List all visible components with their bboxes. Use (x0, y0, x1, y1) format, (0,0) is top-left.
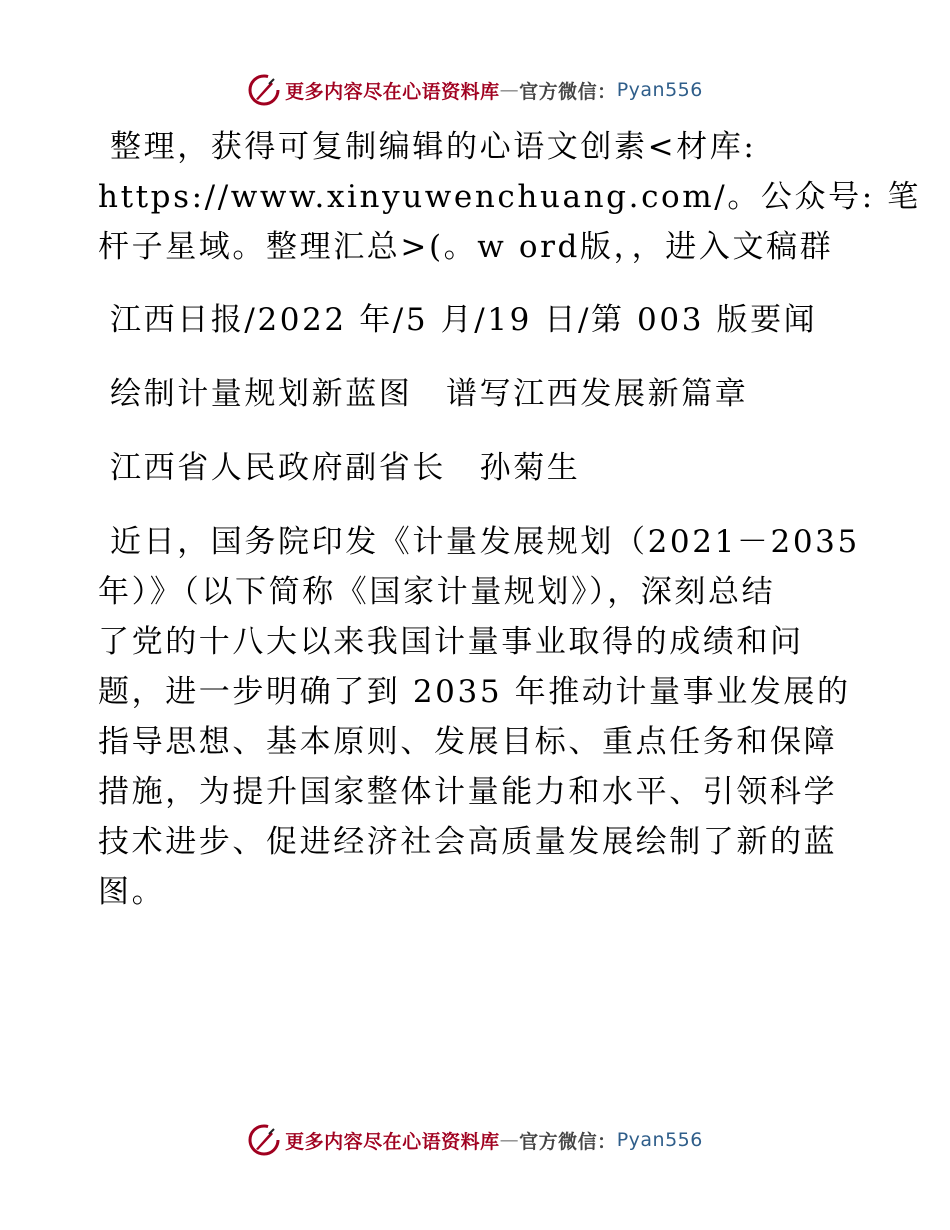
banner-wechat-id: Pyan556 (616, 79, 703, 101)
banner-official-text: 官方微信： (519, 80, 617, 103)
banner-site-text: 更多内容尽在心语资料库 (285, 1130, 500, 1153)
banner-official-text: 官方微信： (519, 1130, 617, 1153)
banner-separator: — (499, 79, 520, 101)
banner-wechat-id: Pyan556 (616, 1129, 703, 1151)
banner-separator: — (499, 1129, 520, 1151)
body-line: 年）》（以下简称《国家计量规划》），深刻总结 (98, 574, 776, 610)
document-body (98, 122, 921, 917)
notice-line: https://www.xinyuwenchuang.com/。公众号: 笔 (98, 179, 921, 215)
body-line: 题，进一步明确了到 2035 年推动计量事业发展的 (98, 674, 851, 710)
footer-banner (0, 1120, 950, 1160)
quill-pen-logo-icon (247, 73, 281, 107)
body-line: 指导思想、基本原则、发展目标、重点任务和保障 (98, 724, 838, 760)
notice-line: 整理，获得可复制编辑的心语文创素<材库: (110, 129, 757, 165)
article-source: 江西日报/2022 年/5 月/19 日/第 003 版要闻 (110, 302, 818, 338)
article-title: 绘制计量规划新蓝图 谱写江西发展新篇章 (110, 376, 749, 412)
article-author: 江西省人民政府副省长 孙菊生 (110, 450, 581, 486)
quill-pen-logo-icon (247, 1123, 281, 1157)
body-line: 图。 (98, 874, 166, 910)
banner-site-text: 更多内容尽在心语资料库 (285, 80, 500, 103)
body-line: 技术进步、促进经济社会高质量发展绘制了新的蓝 (98, 824, 838, 860)
body-line: 了党的十八大以来我国计量事业取得的成绩和问 (98, 624, 804, 660)
body-line: 措施，为提升国家整体计量能力和水平、引领科学 (98, 774, 838, 810)
body-line: 近日，国务院印发《计量发展规划（2021－2035 (110, 524, 860, 560)
header-banner (0, 70, 950, 110)
notice-line: 杆子星域。整理汇总>(。w ord版，，进入文稿群 (98, 229, 834, 265)
